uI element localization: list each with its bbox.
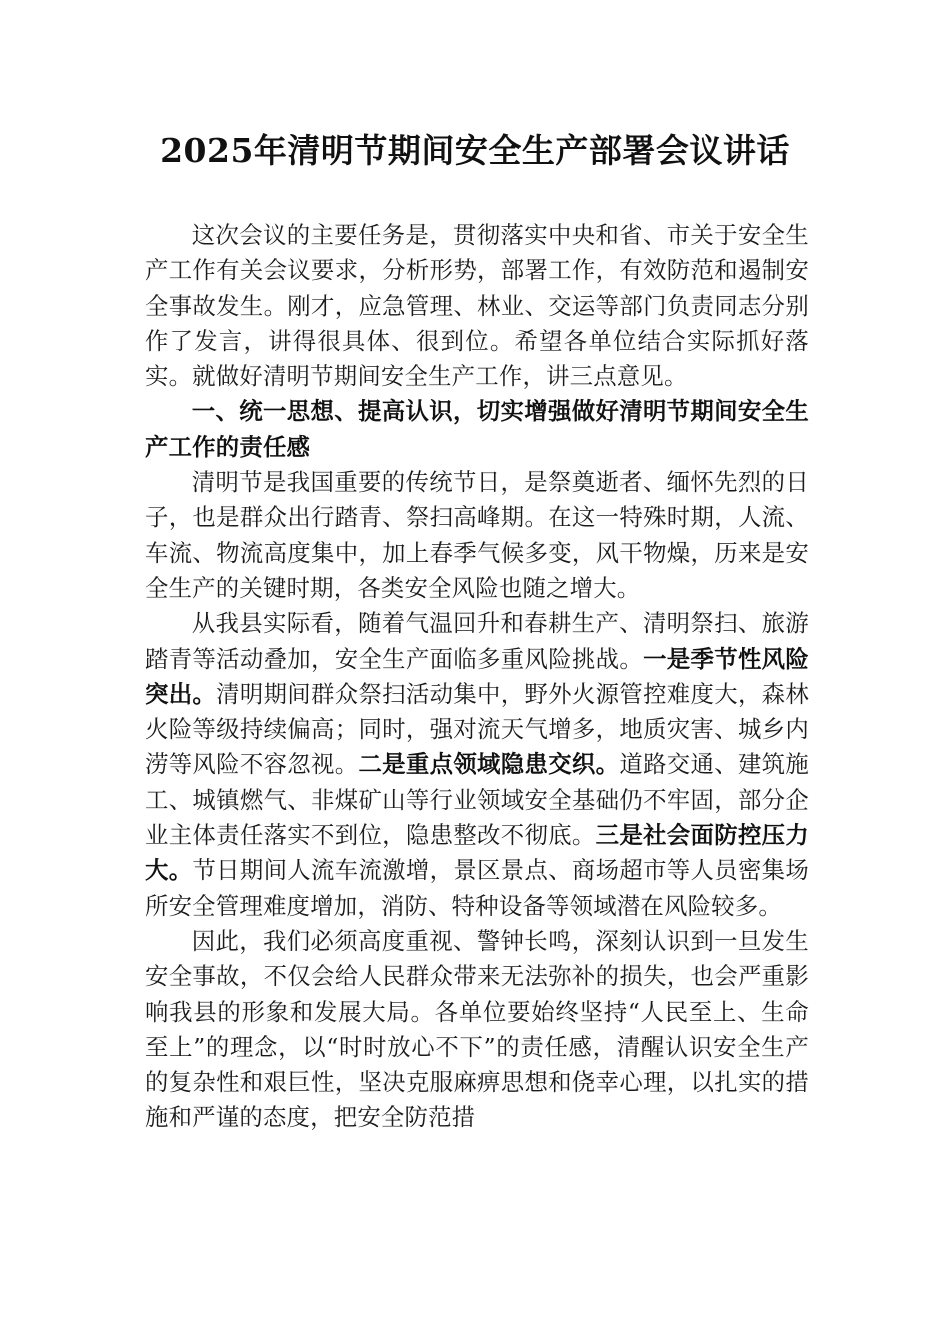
paragraph-text: 节日期间人流车流激增，景区景点、商场超市等人员密集场所安全管理难度增加，消防、特种设备等领域潜在风险较多。 [145,856,809,920]
document-title: 2025年清明节期间安全生产部署会议讲话 [160,131,790,170]
paragraph-conclusion: 因此，我们必须高度重视、警钟长鸣，深刻认识到一旦发生安全事故，不仅会给人民群众带来无法弥补的损失，也会严重影响我县的形象和发展大局。各单位要始终坚持“人民至上、生命至上”的理念，以“时时放心不下”的责任感，清醒认识安全生产的复杂性和艰巨性，坚决克服麻痹思想和侥幸心理，以扎实的措施和严谨的态度，把安全防范措 [145,926,809,1132]
bold-point-3: 三是社会面防控压力大。 [145,821,809,885]
document-body [145,218,809,1136]
paragraph-holiday-risk: 清明节是我国重要的传统节日，是祭奠逝者、缅怀先烈的日子，也是群众出行踏青、祭扫高峰期。在这一特殊时期，人流、车流、物流高度集中，加上春季气候多变，风干物燥，历来是安全生产的关键时期，各类安全风险也随之增大。 [145,468,809,602]
bold-point-2: 二是重点领域隐患交织。 [358,750,620,779]
paragraph-county-situation [145,606,809,924]
paragraph-text: 从我县实际看，随着气温回升和春耕生产、清明祭扫、旅游踏青等活动叠加，安全生产面临多重风险挑战。 [145,609,809,673]
section-heading-1: 一、统一思想、提高认识，切实增强做好清明节期间安全生产工作的责任感 [145,397,809,461]
intro-paragraph: 这次会议的主要任务是，贯彻落实中央和省、市关于安全生产工作有关会议要求，分析形势，部署工作，有效防范和遏制安全事故发生。刚才，应急管理、林业、交运等部门负责同志分别作了发言，讲得很具体、很到位。希望各单位结合实际抓好落实。就做好清明节期间安全生产工作，讲三点意见。 [145,221,809,391]
paragraph-text: 清明期间群众祭扫活动集中，野外火源管控难度大，森林火险等级持续偏高；同时，强对流天气增多，地质灾害、城乡内涝等风险不容忽视。 [145,679,809,779]
paragraph-text: 道路交通、建筑施工、城镇燃气、非煤矿山等行业领域安全基础仍不牢固，部分企业主体责任落实不到位，隐患整改不彻底。 [145,750,809,850]
bold-point-1: 一是季节性风险突出。 [145,644,809,708]
